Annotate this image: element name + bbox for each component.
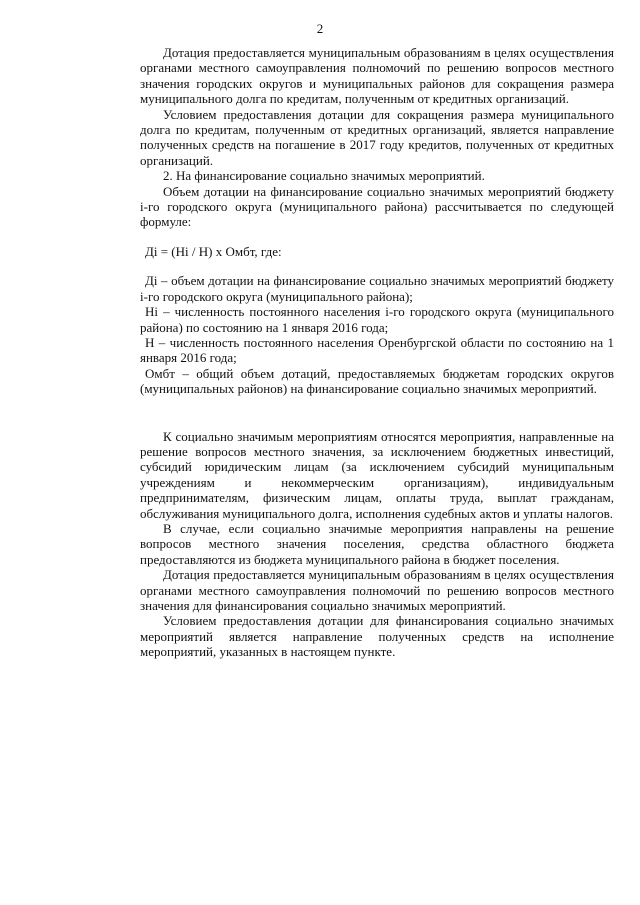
paragraph-subsidy-purpose-debt: Дотация предоставляется муниципальным образованиям в целях осуществления органами местного самоуправления полномочий по решению вопросов местного значения городских округов и муниципальных районов для сокращения размера муниципального долга по кредитам, полученным от кредитных организаций. <box>140 45 614 107</box>
spacer <box>140 397 614 429</box>
formula: Дi = (Нi / Н) х Омбт, где: <box>145 243 282 259</box>
spacer <box>140 230 614 244</box>
paragraph-condition-events: Условием предоставления дотации для финансирования социально значимых мероприятий является направление полученных средств на исполнение мероприятий, указанных в настоящем пункте. <box>140 613 614 660</box>
paragraph-formula-intro: Объем дотации на финансирование социально значимых мероприятий бюджету i-го городского округа (муниципального района) рассчитывается по следующей формуле: <box>140 183 614 230</box>
paragraph-subsidy-purpose-events: Дотация предоставляется муниципальным образованиям в целях осуществления органами местного самоуправления полномочий по решению вопросов местного значения для финансирования социально значимых мероприятий. <box>140 567 614 613</box>
paragraph-settlement-case: В случае, если социально значимые мероприятия направлены на решение вопросов местного значения поселения, средства областного бюджета предоставляются из бюджета муниципального района в бюджет поселения. <box>140 520 614 567</box>
page-number: 2 <box>316 21 324 36</box>
paragraph-condition-debt: Условием предоставления дотации для сокращения размера муниципального долга по кредитам, полученным от кредитных организаций, является направление полученных средств на погашение в 2017 году кредитов, полученных от кредитных организаций. <box>140 106 614 168</box>
paragraph-significant-events: К социально значимым мероприятиям относятся мероприятия, направленные на решение вопросов местного значения, за исключением бюджетных инвестиций, субсидий юридическим лицам (за исключением субсидий муниципальным учреждениям и некоммерческим организациям), индивидуальным предпринимателям, физическим лицам, оплаты труда, выплат гражданам, обслуживания муниципального долга, исполнения судебных актов и уплаты налогов. <box>140 428 614 521</box>
document-body <box>140 45 614 660</box>
definition-di: Дi – объем дотации на финансирование социально значимых мероприятий бюджету i-го городского округа (муниципального района); <box>140 273 614 304</box>
paragraph-item-2-heading: 2. На финансирование социально значимых мероприятий. <box>163 168 485 184</box>
spacer <box>140 259 614 273</box>
definition-ombt: Омбт – общий объем дотаций, предоставляемых бюджетам городских округов (муниципальных районов) на финансирование социально значимых мероприятий. <box>140 365 614 397</box>
definition-n: Н – численность постоянного населения Оренбургской области по состоянию на 1 января 2016 года; <box>140 334 614 366</box>
definition-ni: Нi – численность постоянного населения i-го городского округа (муниципального района) по состоянию на 1 января 2016 года; <box>140 304 614 335</box>
